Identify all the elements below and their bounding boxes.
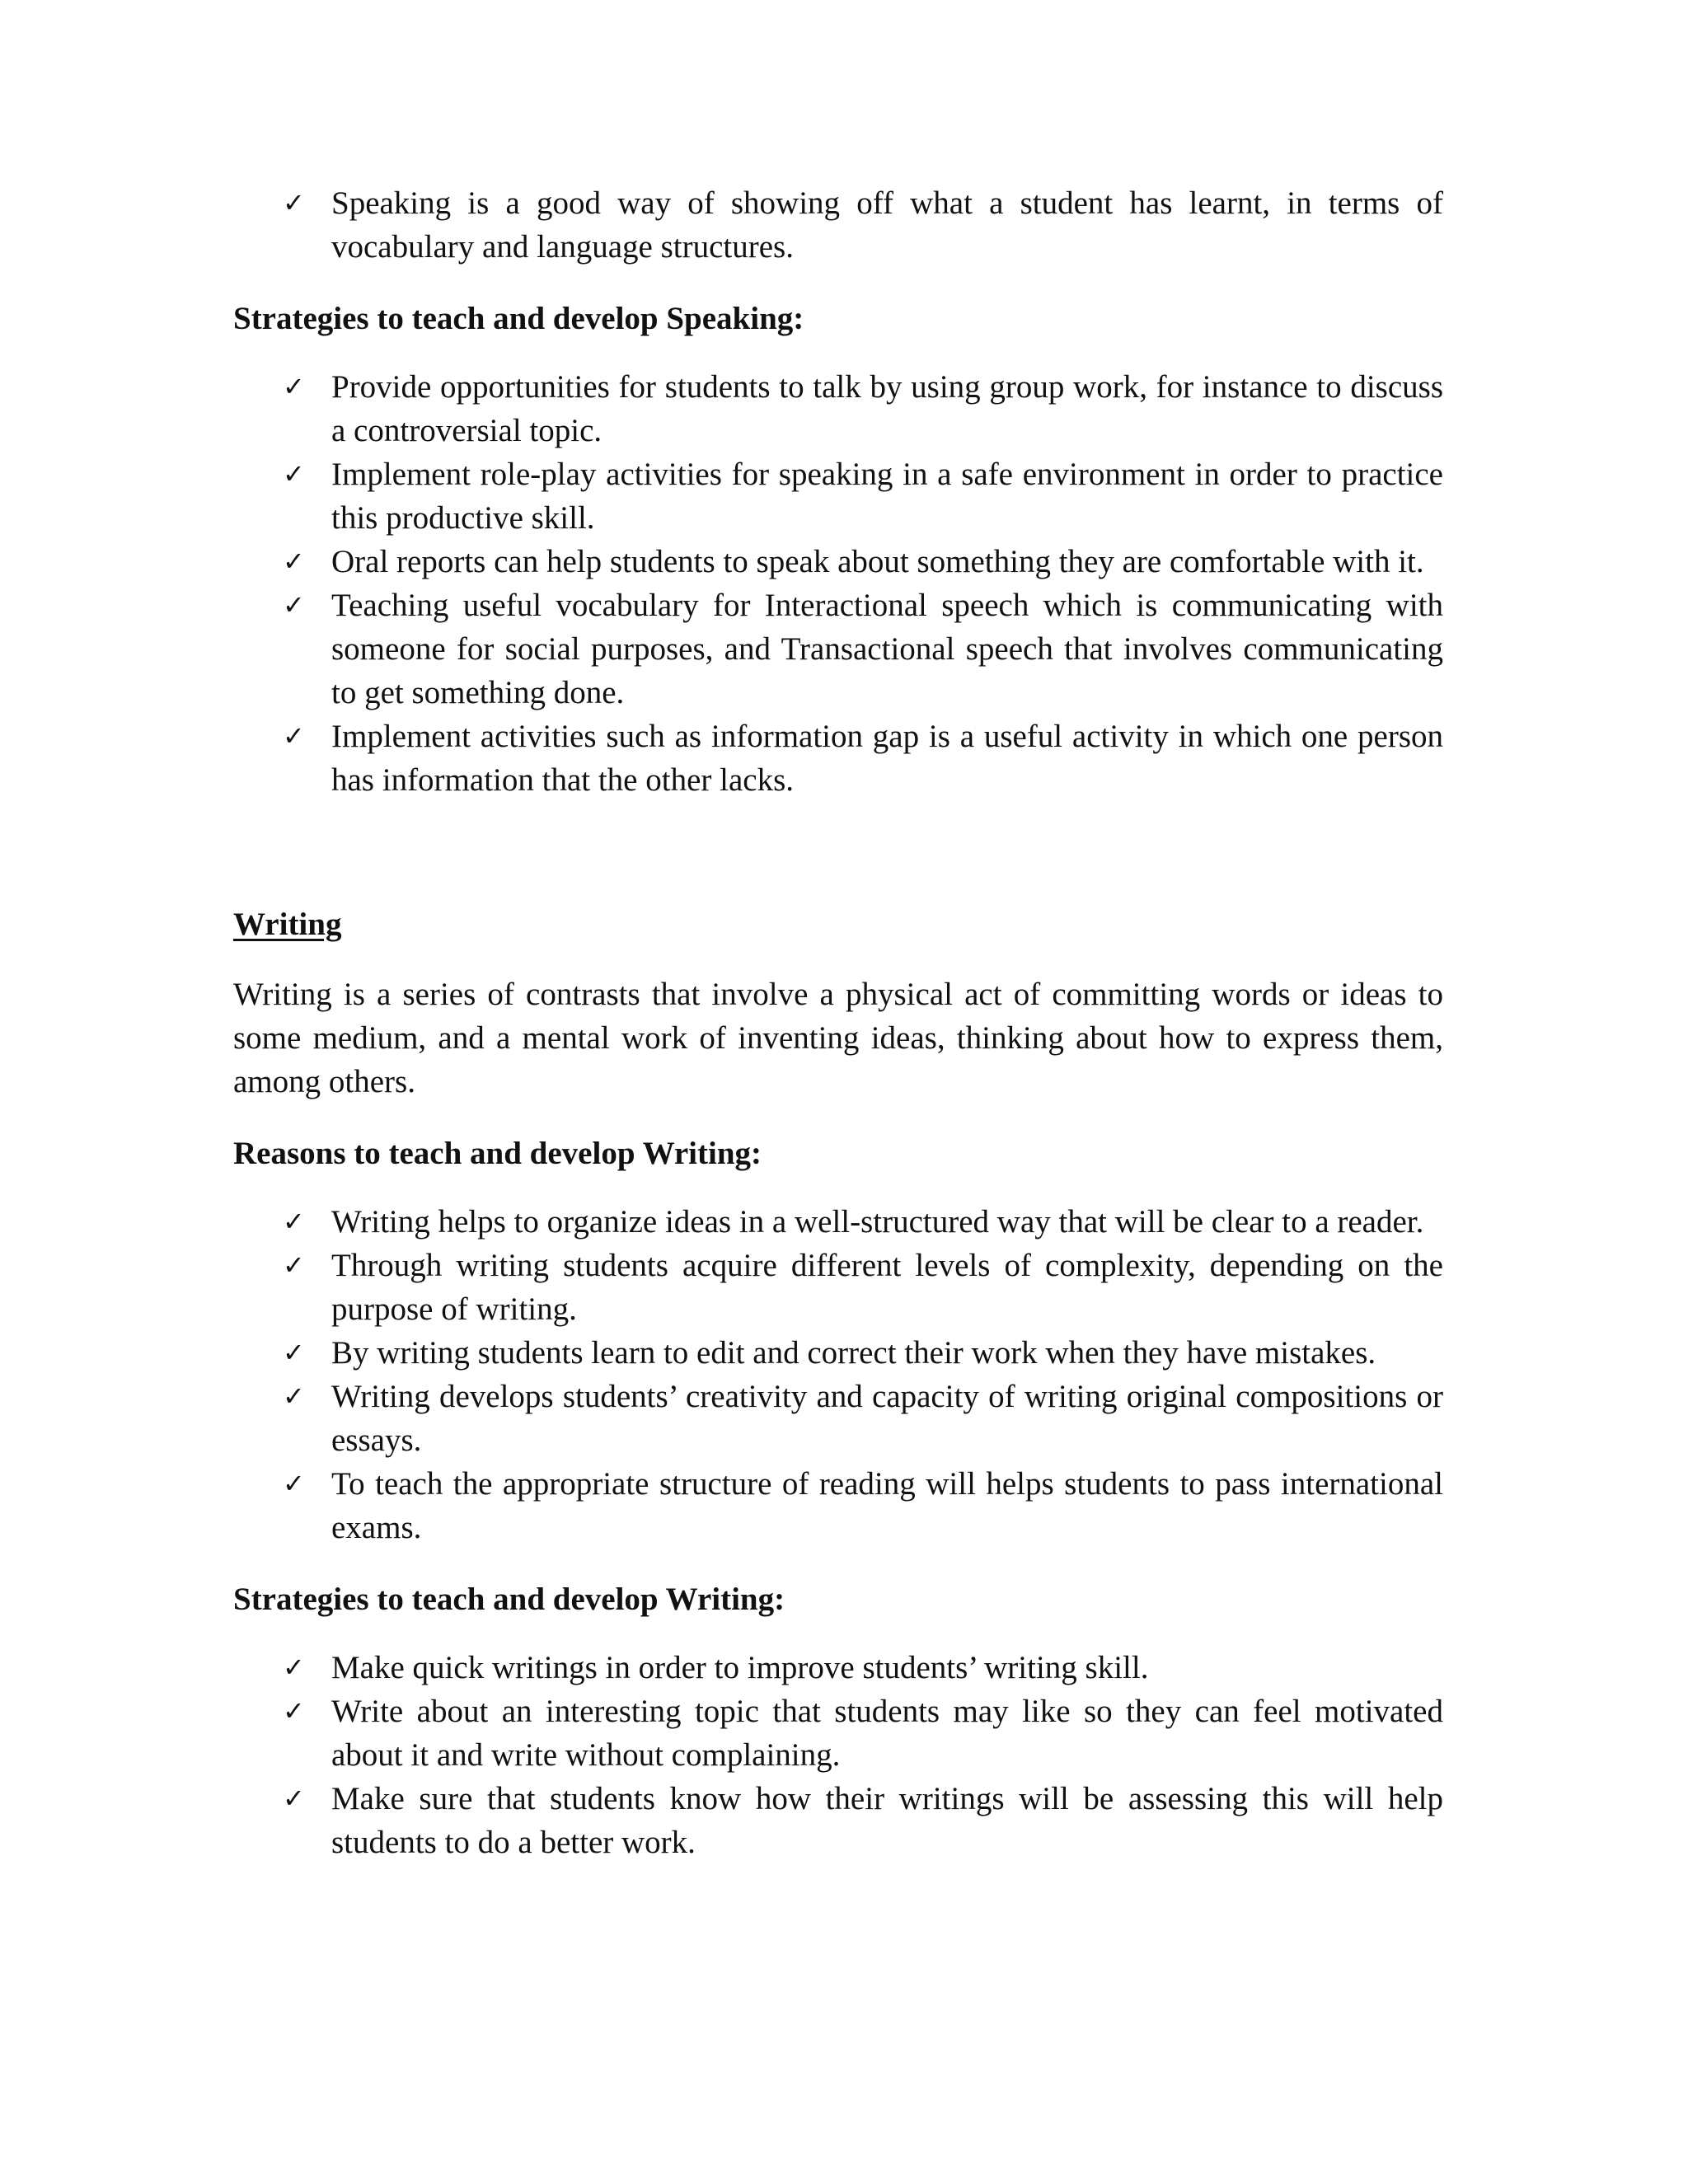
- check-mark-icon: ✓: [283, 1695, 305, 1727]
- list-item: [283, 715, 1443, 802]
- check-mark-icon: ✓: [283, 1206, 305, 1237]
- speaking-strategies-checklist: [233, 365, 1443, 802]
- check-mark-icon: ✓: [283, 1380, 305, 1412]
- writing-reasons-heading: Reasons to teach and develop Writing:: [233, 1136, 762, 1171]
- list-item-text: Make sure that students know how their writings will be assessing this will help students to do a better work.: [331, 1781, 1443, 1860]
- list-item-text: Make quick writings in order to improve students’ writing skill.: [331, 1650, 1149, 1685]
- check-mark-icon: ✓: [283, 1783, 305, 1814]
- check-mark-icon: ✓: [283, 720, 305, 752]
- list-item: [283, 540, 1443, 583]
- list-item-text: To teach the appropriate structure of reading will helps students to pass international exams.: [331, 1466, 1443, 1545]
- writing-reasons-checklist: [233, 1200, 1443, 1549]
- intro-checklist: [233, 181, 1443, 269]
- list-item-text: Through writing students acquire different levels of complexity, depending on the purpose of writing.: [331, 1248, 1443, 1327]
- list-item: [283, 181, 1443, 269]
- list-item-text: Write about an interesting topic that students may like so they can feel motivated about it and write without complaining.: [331, 1694, 1443, 1773]
- list-item: [283, 1777, 1443, 1864]
- writing-intro-paragraph: Writing is a series of contrasts that involve a physical act of committing words or ideas to some medium, and a mental work of inventing ideas, thinking about how to express them, among others.: [233, 977, 1443, 1099]
- check-mark-icon: ✓: [283, 1249, 305, 1281]
- writing-strategies-heading: Strategies to teach and develop Writing:: [233, 1582, 785, 1617]
- check-mark-icon: ✓: [283, 458, 305, 490]
- speaking-strategies-heading: Strategies to teach and develop Speaking:: [233, 301, 804, 336]
- list-item-text: Teaching useful vocabulary for Interactional speech which is communicating with someone for social purposes, and Transactional speech that involves communicating to get something done.: [331, 588, 1443, 710]
- page-content: [233, 181, 1443, 1864]
- list-item: [283, 1244, 1443, 1331]
- list-item-text: Writing helps to organize ideas in a well-structured way that will be clear to a reader.: [331, 1204, 1424, 1240]
- list-item: [283, 1375, 1443, 1462]
- check-mark-icon: ✓: [283, 1337, 305, 1368]
- check-mark-icon: ✓: [283, 1468, 305, 1499]
- check-mark-icon: ✓: [283, 546, 305, 577]
- list-item-text: Implement activities such as information gap is a useful activity in which one person has information that the other lacks.: [331, 719, 1443, 798]
- list-item: [283, 452, 1443, 540]
- list-item: [283, 1646, 1443, 1690]
- list-item-text: Speaking is a good way of showing off what a student has learnt, in terms of vocabulary and language structures.: [331, 185, 1443, 265]
- list-item-text: Implement role-play activities for speaking in a safe environment in order to practice this productive skill.: [331, 457, 1443, 536]
- list-item: [283, 1462, 1443, 1549]
- list-item-text: By writing students learn to edit and correct their work when they have mistakes.: [331, 1335, 1376, 1371]
- check-mark-icon: ✓: [283, 589, 305, 621]
- check-mark-icon: ✓: [283, 371, 305, 402]
- list-item: [283, 365, 1443, 452]
- check-mark-icon: ✓: [283, 1652, 305, 1683]
- writing-section-title: Writing: [233, 907, 342, 942]
- list-item: [283, 583, 1443, 715]
- list-item-text: Oral reports can help students to speak about something they are comfortable with it.: [331, 544, 1424, 579]
- check-mark-icon: ✓: [283, 187, 305, 218]
- writing-strategies-checklist: [233, 1646, 1443, 1864]
- list-item: [283, 1200, 1443, 1244]
- list-item-text: Provide opportunities for students to talk by using group work, for instance to discuss a controversial topic.: [331, 369, 1443, 448]
- list-item: [283, 1690, 1443, 1777]
- list-item: [283, 1331, 1443, 1375]
- list-item-text: Writing develops students’ creativity and capacity of writing original compositions or essays.: [331, 1379, 1443, 1458]
